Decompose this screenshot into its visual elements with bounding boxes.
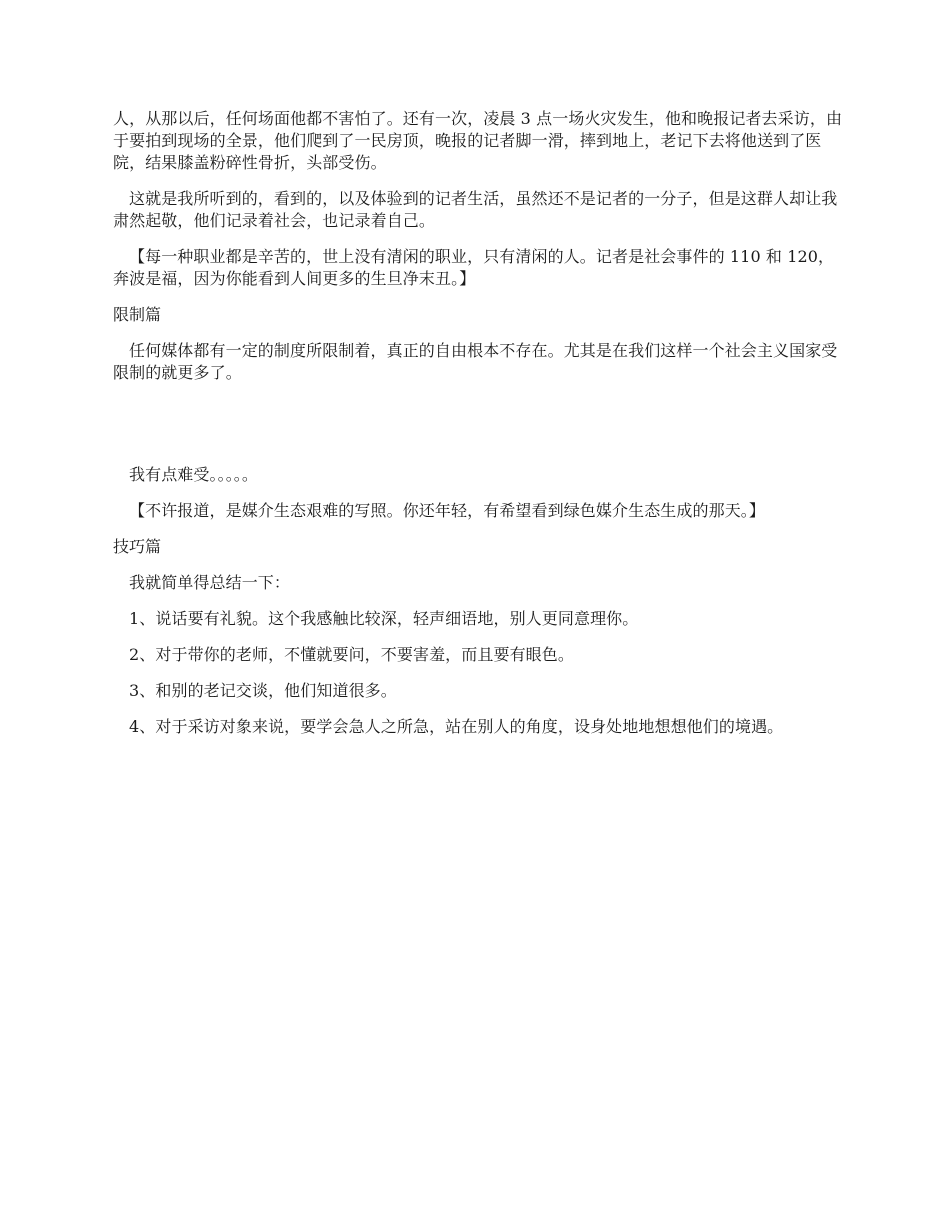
section-heading-limits: 限制篇: [113, 305, 162, 324]
paragraph-feeling: 我有点难受。。。。。: [129, 465, 259, 484]
paragraph-comment-1: 【每一种职业都是辛苦的，世上没有清闲的职业，只有清闲的人。记者是社会事件的 110 和 120，奔波是福，因为你能看到人间更多的生旦净末丑。】: [113, 247, 835, 288]
document-body: [113, 108, 843, 752]
paragraph-media-limits: 任何媒体都有一定的制度所限制着，真正的自由根本不存在。尤其是在我们这样一个社会主义国家受限制的就更多了。: [113, 341, 838, 382]
paragraph-fire-story: 人，从那以后，任何场面他都不害怕了。还有一次，凌晨 3 点一场火灾发生，他和晚报记者去采访，由于要拍到现场的全景，他们爬到了一民房顶，晚报的记者脚一滑，摔到地上，老记下去将他送到了医院，结果膝盖粉碎性骨折，头部受伤。: [113, 109, 843, 172]
blank-space: [113, 398, 843, 464]
list-item: 3、和别的老记交谈，他们知道很多。: [129, 681, 397, 700]
list-item: 2、对于带你的老师，不懂就要问，不要害羞，而且要有眼色。: [129, 645, 574, 664]
list-item: 4、对于采访对象来说，要学会急人之所急，站在别人的角度，设身处地地想想他们的境遇。: [129, 717, 784, 736]
paragraph-comment-2: 【不许报道，是媒介生态艰难的写照。你还年轻，有希望看到绿色媒介生态生成的那天。】: [129, 501, 766, 520]
paragraph-summary-intro: 我就简单得总结一下：: [129, 573, 291, 592]
section-heading-skills: 技巧篇: [113, 537, 162, 556]
list-item: 1、说话要有礼貌。这个我感触比较深，轻声细语地，别人更同意理你。: [129, 609, 639, 628]
paragraph-reporter-life: 这就是我所听到的，看到的，以及体验到的记者生活，虽然还不是记者的一分子，但是这群人却让我肃然起敬，他们记录着社会，也记录着自己。: [113, 189, 838, 230]
